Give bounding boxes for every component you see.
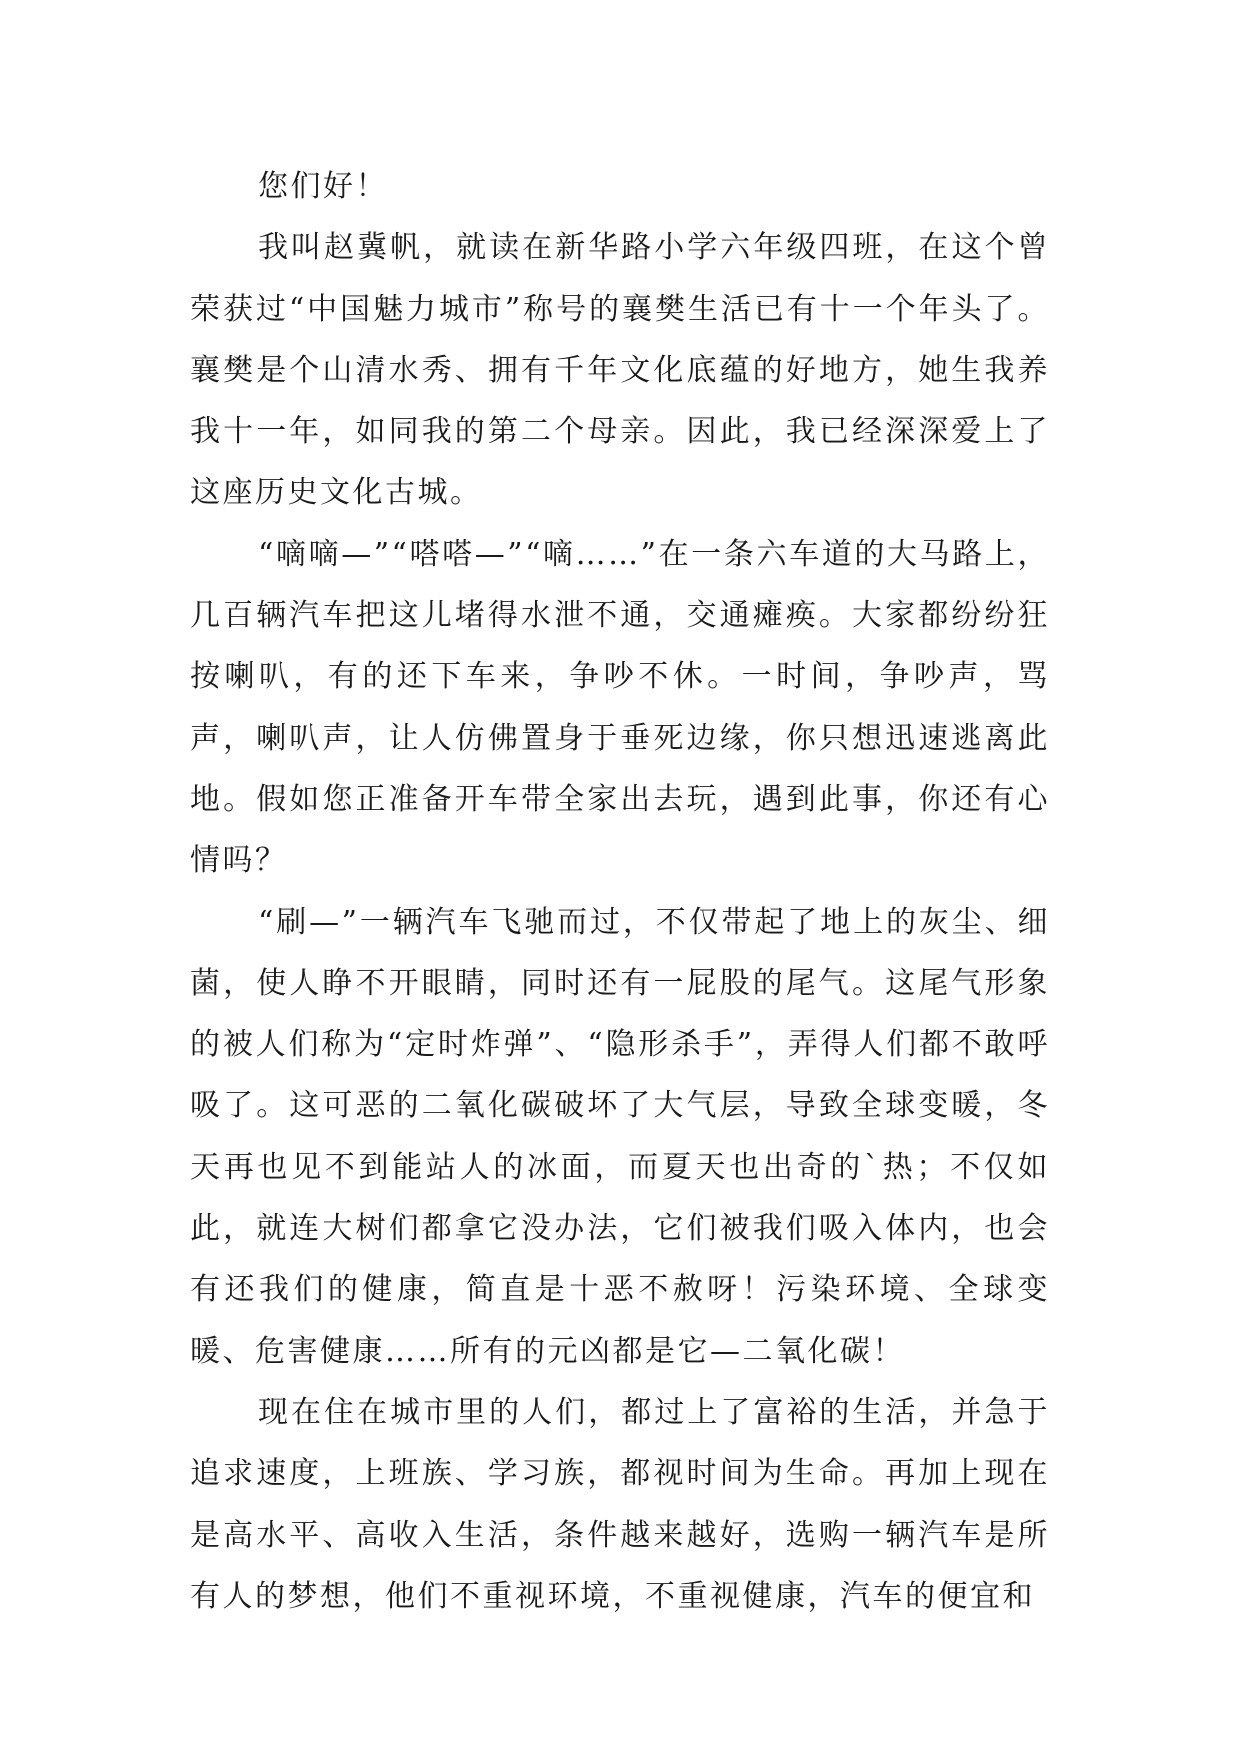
paragraph-greeting: 您们好！: [258, 169, 388, 204]
paragraph-exhaust-pollution: “刷—”一辆汽车飞驰而过，不仅带起了地上的灰尘、细菌，使人睁不开眼睛，同时还有一屁股的尾气。这尾气形象的被人们称为“定时炸弹”、“隐形杀手”，弄得人们都不敢呼吸了。这可恶的二氧化碳破坏了大气层，导致全球变暖，冬天再也见不到能站人的冰面，而夏天也出奇的`热；不仅如此，就连大树们都拿它没办法，它们被我们吸入体内，也会有还我们的健康，简直是十恶不赦呀！污染环境、全球变暖、危害健康……所有的元凶都是它—二氧化碳！: [190, 904, 1050, 1369]
paragraph-city-life: 现在住在城市里的人们，都过上了富裕的生活，并急于追求速度，上班族、学习族，都视时间为生命。再加上现在是高水平、高收入生活，条件越来越好，选购一辆汽车是所有人的梦想，他们不重视环境，不重视健康，汽车的便宜和: [190, 1394, 1050, 1614]
paragraph-introduction: 我叫赵冀帆，就读在新华路小学六年级四班，在这个曾荣获过“中国魅力城市”称号的襄樊生活已有十一个年头了。襄樊是个山清水秀、拥有千年文化底蕴的好地方，她生我养我十一年，如同我的第二个母亲。因此，我已经深深爱上了这座历史文化古城。: [190, 230, 1050, 511]
paragraph-traffic-jam: “嘀嘀—”“嗒嗒—”“嘀……”在一条六车道的大马路上，几百辆汽车把这儿堵得水泄不通，交通瘫痪。大家都纷纷狂按喇叭，有的还下车来，争吵不休。一时间，争吵声，骂声，喇叭声，让人仿佛置身于垂死边缘，你只想迅速逃离此地。假如您正准备开车带全家出去玩，遇到此事，你还有心情吗？: [190, 536, 1050, 879]
document-body: [190, 156, 1050, 1627]
